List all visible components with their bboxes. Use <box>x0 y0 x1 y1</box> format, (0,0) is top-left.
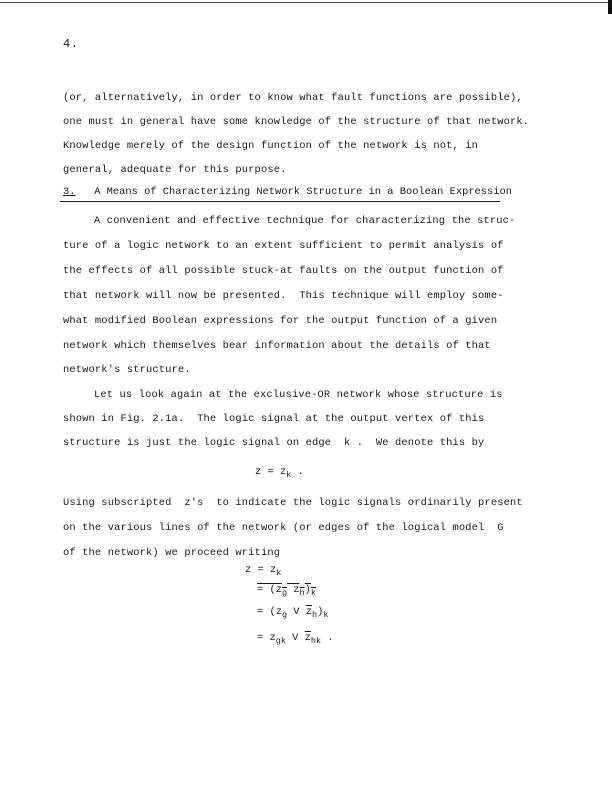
derivation-line-3 <box>257 606 329 620</box>
derivation-3-close: ) <box>317 606 324 618</box>
intro-line-3: Knowledge merely of the design function of the network is not, in <box>63 140 479 152</box>
paragraph1-line-7: network's structure. <box>63 364 191 376</box>
paragraph2-line-3: structure is just the logic signal on edge k . We denote this by <box>63 437 485 449</box>
derivation-3-sub-h: h <box>312 610 318 621</box>
section-number: 3. <box>63 186 76 198</box>
section-title: A Means of Characterizing Network Structure in a Boolean Expression <box>94 186 512 198</box>
section-heading <box>63 186 512 198</box>
derivation-line-4 <box>257 632 334 646</box>
equation-z-equals-zk <box>255 466 304 480</box>
derivation-4-tail: . <box>321 632 334 644</box>
section-heading-rule <box>60 201 500 202</box>
scan-corner-mark <box>608 0 612 14</box>
intro-line-4: general, adequate for this purpose. <box>63 164 287 176</box>
derivation-3-z-bar: $\overline{z}$ <box>305 606 313 618</box>
derivation-line-2 <box>257 584 316 598</box>
derivation-4-or-operator: V <box>285 632 305 644</box>
intro-line-2: one must in general have some knowledge of the structure of that network. <box>63 116 530 128</box>
derivation-2-sub-k: k <box>310 588 317 599</box>
derivation-2-overbar-group <box>257 584 317 599</box>
derivation-2-prefix: = (z <box>257 584 282 596</box>
page-top-rule <box>0 2 612 3</box>
paragraph3-line-1: Using subscripted z's to indicate the logic signals ordinarily present <box>63 497 523 509</box>
equation-lhs: z = z <box>255 466 287 478</box>
derivation-3-or-operator: V <box>287 606 306 618</box>
derivation-4-z-bar: $\overline{z}$ <box>304 632 311 644</box>
paragraph1-line-6: network which themselves bear information about the details of that <box>63 340 491 352</box>
derivation-4-prefix: = z <box>257 632 276 644</box>
derivation-2-close: ) <box>304 584 311 596</box>
derivation-line-1 <box>245 564 281 578</box>
derivation-3-sub-g: g <box>281 610 288 621</box>
derivation-4-sub-hk: hk <box>310 636 322 647</box>
page-number: 4. <box>63 37 79 51</box>
derivation-2-sub-h: h <box>299 588 305 599</box>
derivation-3-sub-k: k <box>323 610 329 621</box>
paragraph3-line-3: of the network) we proceed writing <box>63 547 281 559</box>
paragraph1-line-4: that network will now be presented. This technique will employ some- <box>63 290 504 302</box>
equation-tail: . <box>291 466 304 478</box>
derivation-4-sub-gk: gk <box>275 636 286 647</box>
derivation-1-lhs: z = z <box>245 564 277 576</box>
paragraph1-line-2: ture of a logic network to an extent sufficient to permit analysis of <box>63 240 504 252</box>
derivation-3-prefix: = (z <box>257 606 282 618</box>
paragraph2-line-1: Let us look again at the exclusive-OR network whose structure is <box>94 389 503 401</box>
paragraph1-line-1: A convenient and effective technique for characterizing the struc- <box>94 215 516 227</box>
derivation-1-sub: k <box>276 568 282 579</box>
derivation-2-sub-g: g <box>281 588 288 599</box>
equation-subscript: k <box>286 470 292 481</box>
paragraph1-line-3: the effects of all possible stuck-at faults on the output function of <box>63 265 504 277</box>
paragraph2-line-2: shown in Fig. 2.1a. The logic signal at the output vertex of this <box>63 413 485 425</box>
intro-line-1: (or, alternatively, in order to know what fault functions are possible), <box>63 92 523 104</box>
derivation-2-mid: z <box>287 584 300 596</box>
paragraph1-line-5: what modified Boolean expressions for the output function of a given <box>63 315 498 327</box>
paragraph3-line-2: on the various lines of the network (or edges of the logical model G <box>63 522 504 534</box>
